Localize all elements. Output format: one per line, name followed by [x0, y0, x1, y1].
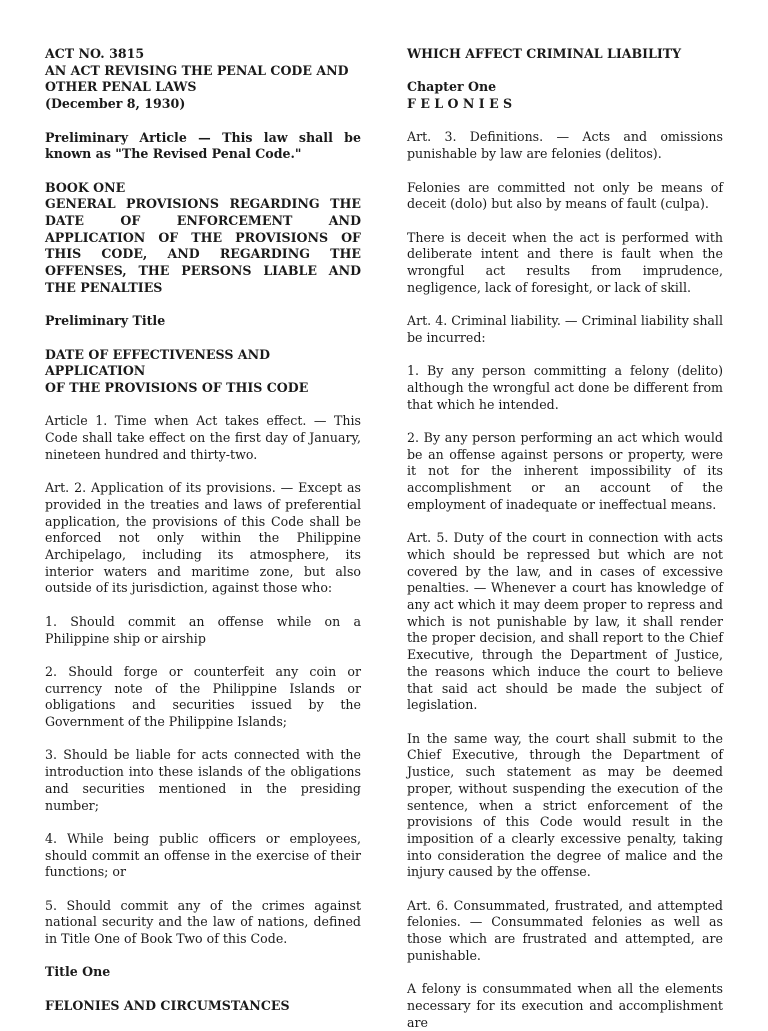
article-2: Art. 2. Application of its provisions. — Except as provided in the treaties and laws of preferential application, the provisions of this Code shall be enforced not only within the Philippine Archipelago, including its atmosphere, its interior waters and maritime zone, but also outside of its jurisdiction, against those who: — [45, 480, 361, 596]
article-2-item-1: 1. Should commit an offense while on a Philippine ship or airship — [45, 613, 361, 646]
left-column — [45, 46, 361, 1031]
preliminary-title: Preliminary Title — [45, 313, 166, 329]
felonies-committed-paragraph: Felonies are committed not only be means of deceit (dolo) but also by means of fault (culpa). — [407, 179, 723, 212]
book-one-title: GENERAL PROVISIONS REGARDING THE DATE OF ENFORCEMENT AND APPLICATION OF THE PROVISIONS OF THIS CODE, AND REGARDING THE OFFENSES, THE PERSONS LIABLE AND THE PENALTIES — [45, 196, 361, 295]
act-number: ACT NO. 3815 — [45, 46, 145, 61]
article-2-item-2: 2. Should forge or counterfeit any coin or currency note of the Philippine Islands or obligations and securities issued by the Government of the Philippine Islands; — [45, 663, 361, 729]
same-way-paragraph: In the same way, the court shall submit to the Chief Executive, through the Department of Justice, such statement as may be deemed proper, without suspending the execution of the sentence, when a strict enforcement of the provisions of this Code would result in the imposition of a clearly excessive penalty, taking into consideration the degree of malice and the injury caused by the offense. — [407, 730, 723, 880]
title-one-heading-continued: WHICH AFFECT CRIMINAL LIABILITY — [407, 46, 682, 61]
article-2-item-3: 3. Should be liable for acts connected with the introduction into these islands of the obligations and securities mentioned in the presiding number; — [45, 747, 361, 813]
act-title: AN ACT REVISING THE PENAL CODE AND OTHER PENAL LAWS — [45, 62, 349, 95]
article-5: Art. 5. Duty of the court in connection with acts which should be repressed but which are not covered by the law, and in cases of excessive penalties. — Whenever a court has knowledge of any act which it may deem proper to repress and which is not punishable by law, it shall render the proper decision, and shall report to the Chief Executive, through the Department of Justice, the reasons which induce the court to believe that said act should be made the subject of legislation. — [407, 530, 723, 713]
title-one-heading: FELONIES AND CIRCUMSTANCES — [45, 997, 290, 1013]
article-2-item-4: 4. While being public officers or employees, should commit an offense in the exercise of their functions; or — [45, 830, 361, 880]
article-2-item-5: 5. Should commit any of the crimes against national security and the law of nations, defined in Title One of Book Two of this Code. — [45, 897, 361, 947]
act-date: (December 8, 1930) — [45, 96, 186, 112]
title-one-label: Title One — [45, 964, 111, 980]
article-4-item-1: 1. By any person committing a felony (delito) although the wrongful act done be different from that which he intended. — [407, 363, 723, 412]
deceit-paragraph: There is deceit when the act is performed with deliberate intent and there is fault when the wrongful act results from imprudence, negligence, lack of foresight, or lack of skill. — [407, 229, 723, 295]
chapter-one-label: Chapter One — [407, 79, 497, 95]
date-heading-line-1: DATE OF EFFECTIVENESS AND APPLICATION — [45, 346, 271, 379]
felonies-heading: F E L O N I E S — [407, 96, 513, 112]
preliminary-article: Preliminary Article — This law shall be known as "The Revised Penal Code." — [45, 129, 361, 162]
article-3: Art. 3. Definitions. — Acts and omissions punishable by law are felonies (delitos). — [407, 129, 723, 162]
book-one-label: BOOK ONE — [45, 179, 126, 195]
consummated-paragraph: A felony is consummated when all the elements necessary for its execution and accomplishment are — [407, 981, 723, 1030]
article-4-item-2: 2. By any person performing an act which would be an offense against persons or property, were it not for the inherent impossibility of its accomplishment or an account of the employment of inadequate or ineffectual means. — [407, 430, 723, 512]
article-6: Art. 6. Consummated, frustrated, and attempted felonies. — Consummated felonies as well as those which are frustrated and attempted, are punishable. — [407, 897, 723, 963]
right-column — [407, 46, 723, 1031]
date-heading-line-2: OF THE PROVISIONS OF THIS CODE — [45, 380, 309, 395]
article-1: Article 1. Time when Act takes effect. — This Code shall take effect on the first day of January, nineteen hundred and thirty-two. — [45, 413, 361, 462]
article-4: Art. 4. Criminal liability. — Criminal liability shall be incurred: — [407, 313, 723, 345]
